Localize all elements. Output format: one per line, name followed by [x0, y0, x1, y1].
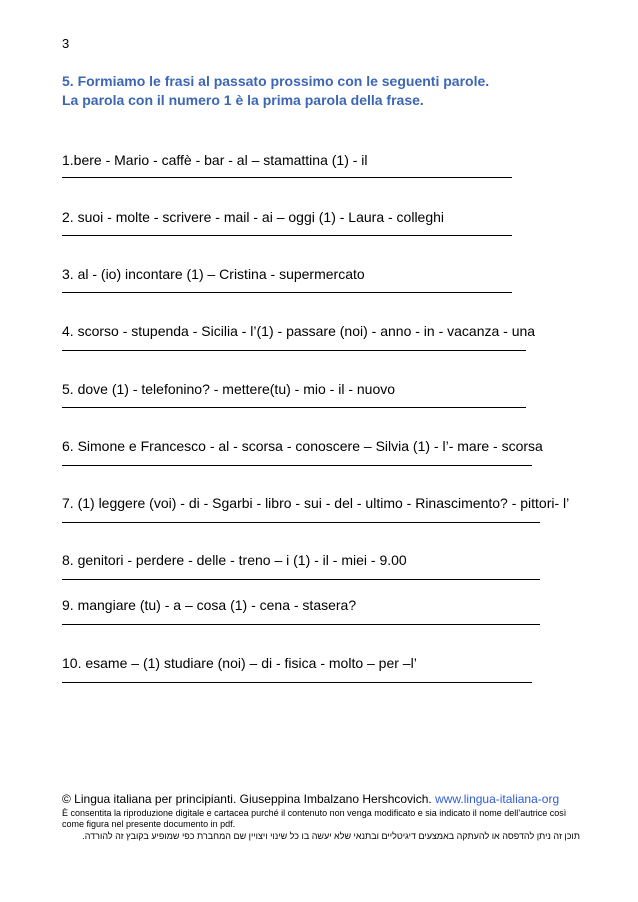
exercise-item-4: 4. scorso - stupenda - Sicilia - l’(1) - passare (noi) - anno - in - vacanza - una — [62, 323, 536, 339]
exercise-instructions — [62, 72, 602, 110]
answer-line-6[interactable] — [62, 465, 532, 466]
answer-line-2[interactable] — [62, 235, 512, 236]
answer-line-1[interactable] — [62, 177, 512, 178]
exercise-item-6: 6. Simone e Francesco - al - scorsa - conoscere – Silvia (1) - l’- mare - scorsa — [62, 438, 543, 454]
instruction-line-1: 5. Formiamo le frasi al passato prossimo con le seguenti parole. — [62, 73, 490, 89]
exercise-item-8: 8. genitori - perdere - delle - treno – i (1) - il - miei - 9.00 — [62, 552, 407, 568]
exercise-item-2: 2. suoi - molte - scrivere - mail - ai – oggi (1) - Laura - colleghi — [62, 209, 445, 225]
exercise-item-5: 5. dove (1) - telefonino? - mettere(tu) - mio - il - nuovo — [62, 381, 396, 397]
footer-license-note: È consentita la riproduzione digitale e cartacea purché il contenuto non venga modificato e sia indicato il nome dell’autrice così come figura nel presente documento in pdf. — [62, 808, 567, 829]
footer-hebrew-note: תוכן זה ניתן להדפסה או להעתקה באמצעים דיגיטליים ובתנאי שלא יעשה בו כל שינוי ויצויין שם המחברת כפי שמופיע בקובץ זה להורדה. — [82, 831, 580, 841]
website-link[interactable]: www.lingua-italiana-org — [435, 792, 560, 806]
answer-line-3[interactable] — [62, 292, 512, 293]
answer-line-9[interactable] — [62, 624, 540, 625]
answer-line-7[interactable] — [62, 522, 540, 523]
page-number: 3 — [62, 36, 70, 51]
answer-line-4[interactable] — [62, 350, 526, 351]
exercise-item-10: 10. esame – (1) studiare (noi) – di - fisica - molto – per –l’ — [62, 655, 417, 671]
exercise-item-1: 1.bere - Mario - caffè - bar - al – stamattina (1) - il — [62, 152, 368, 168]
instruction-line-2: La parola con il numero 1 è la prima parola della frase. — [62, 92, 424, 108]
answer-line-10[interactable] — [62, 682, 532, 683]
copyright-text: © Lingua italiana per principianti. Giuseppina Imbalzano Hershcovich. — [62, 792, 432, 806]
exercise-item-3: 3. al - (io) incontare (1) – Cristina - supermercato — [62, 266, 365, 282]
answer-line-8[interactable] — [62, 579, 540, 580]
exercise-item-7: 7. (1) leggere (voi) - di - Sgarbi - libro - sui - del - ultimo - Rinascimento? - pittori- l’ — [62, 495, 570, 511]
footer-copyright — [62, 792, 559, 806]
answer-line-5[interactable] — [62, 407, 526, 408]
exercise-item-9: 9. mangiare (tu) - a – cosa (1) - cena - stasera? — [62, 597, 357, 613]
